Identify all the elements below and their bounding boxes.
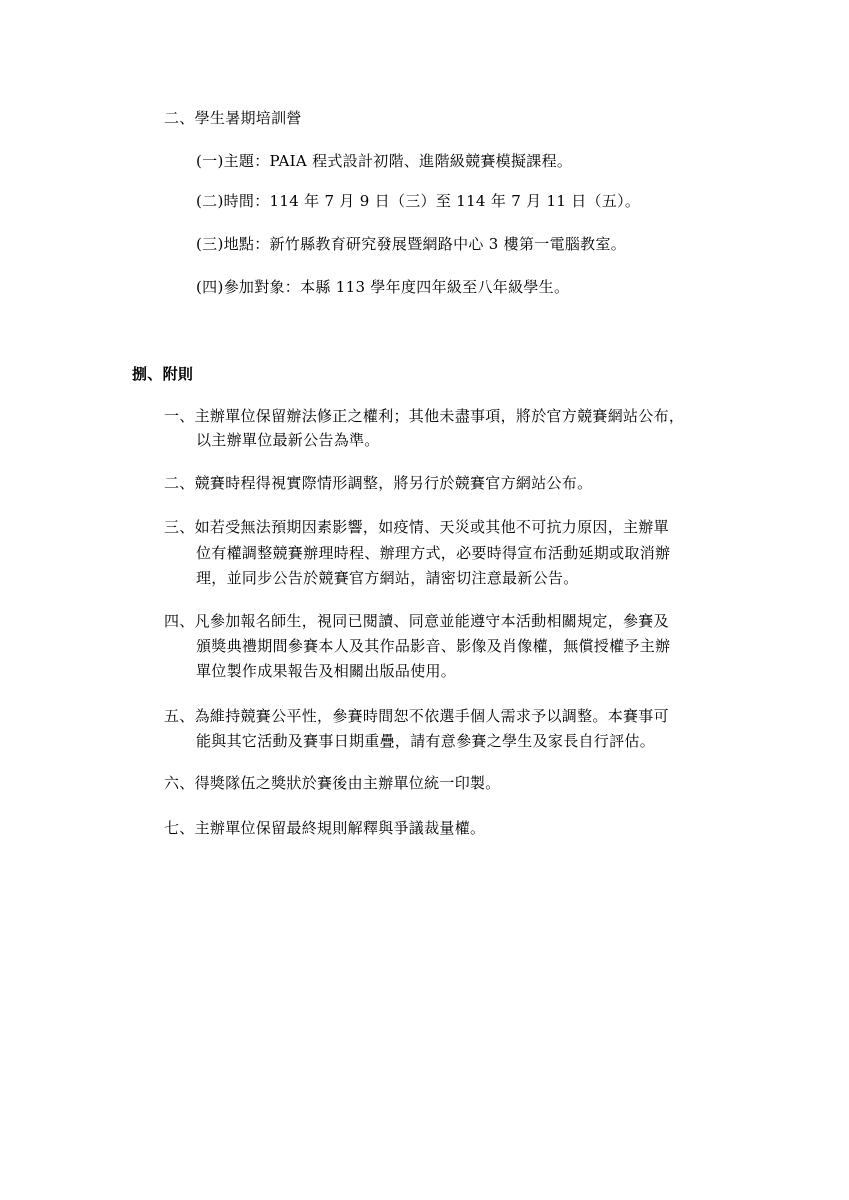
appendix-item-1-line-1: 一、主辦單位保留辦法修正之權利；其他未盡事項，將於官方競賽網站公布， <box>164 407 685 425</box>
section-two-item-topic: (一)主題：PAIA 程式設計初階、進階級競賽模擬課程。 <box>196 152 573 170</box>
appendix-item-5-line-1: 五、為維持競賽公平性，參賽時間恕不依選手個人需求予以調整。本賽事可 <box>164 707 669 725</box>
appendix-item-4-line-1: 四、凡參加報名師生，視同已閱讀、同意並能遵守本活動相關規定，參賽及 <box>164 612 669 630</box>
section-two-item-time: (二)時間：114 年 7 月 9 日（三）至 114 年 7 月 11 日（五）。 <box>196 192 641 210</box>
section-two-item-participants: (四)參加對象：本縣 113 學年度四年級至八年級學生。 <box>196 278 570 296</box>
section-two-item-location: (三)地點：新竹縣教育研究發展暨網路中心 3 樓第一電腦教室。 <box>196 235 627 253</box>
appendix-item-4-line-2: 頒獎典禮期間參賽本人及其作品影音、影像及肖像權，無償授權予主辦 <box>196 637 671 655</box>
appendix-item-2-line-1: 二、競賽時程得視實際情形調整，將另行於競賽官方網站公布。 <box>164 474 593 492</box>
appendix-item-5-line-2: 能與其它活動及賽事日期重疊，請有意參賽之學生及家長自行評估。 <box>196 732 656 750</box>
appendix-item-3-line-3: 理，並同步公告於競賽官方網站，請密切注意最新公告。 <box>196 569 579 587</box>
appendix-item-3-line-1: 三、如若受無法預期因素影響，如疫情、天災或其他不可抗力原因，主辦單 <box>164 518 669 536</box>
appendix-heading: 捌、附則 <box>132 365 194 383</box>
appendix-item-1-line-2: 以主辦單位最新公告為準。 <box>196 431 380 449</box>
section-two-heading: 二、學生暑期培訓營 <box>164 109 302 127</box>
appendix-item-7-line-1: 七、主辦單位保留最終規則解釋與爭議裁量權。 <box>164 819 486 837</box>
appendix-item-3-line-2: 位有權調整競賽辦理時程、辦理方式，必要時得宣布活動延期或取消辦 <box>196 544 671 562</box>
appendix-item-6-line-1: 六、得獎隊伍之獎狀於賽後由主辦單位統一印製。 <box>164 774 501 792</box>
appendix-item-4-line-3: 單位製作成果報告及相關出版品使用。 <box>196 662 457 680</box>
